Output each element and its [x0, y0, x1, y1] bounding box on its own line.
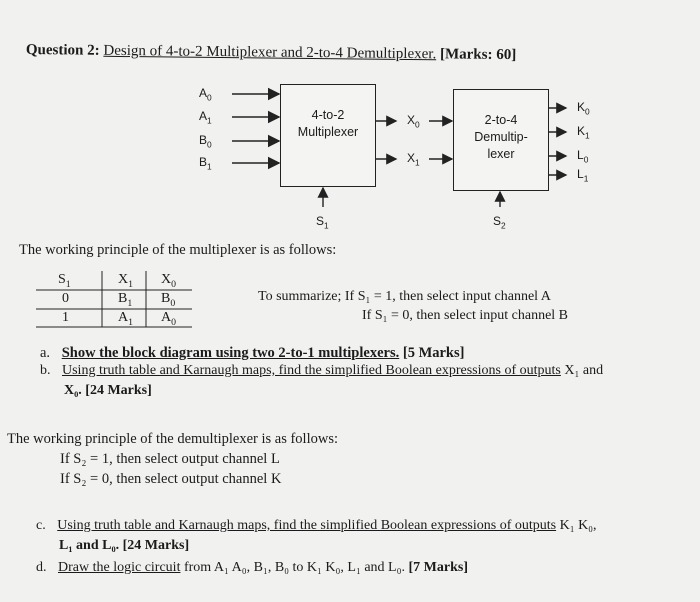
- task-c-text: Using truth table and Karnaugh maps, find the simplified Boolean expressions of outputs: [57, 518, 557, 533]
- task-d: [36, 560, 468, 576]
- mux-output-label-x0: $X_0$: [407, 113, 420, 130]
- task-b-tail: X₁ and: [560, 363, 604, 378]
- demux-output-label-l0: $L_0$: [577, 148, 589, 165]
- demux-label-line1: 2-to-4: [484, 113, 518, 127]
- mux-select-label: $S_1$: [316, 214, 329, 231]
- task-a-label: a.: [40, 345, 51, 361]
- task-b-text: Using truth table and Karnaugh maps, find the simplified Boolean expressions of outputs: [62, 363, 561, 378]
- table-cell-x1: $B_1$: [118, 291, 133, 309]
- question-number: Question 2:: [25, 42, 104, 59]
- table-cell-s: 0: [62, 291, 69, 306]
- question-topic: Design of 4-to-2 Multiplexer and 2-to-4 Demultiplexer.: [103, 42, 437, 63]
- demux-label-line2: Demultip-: [474, 130, 528, 144]
- table-header-x0: $X_0$: [161, 272, 177, 290]
- mux-input-label-b0: $B_0$: [199, 133, 212, 150]
- demux-rule-line2: If S₂ = 0, then select output channel K: [60, 471, 282, 487]
- table-cell-x0: $B_0$: [161, 291, 176, 309]
- mux-label-line1: 4-to-2: [311, 108, 345, 122]
- task-a-marks: [5 Marks]: [399, 345, 465, 361]
- task-a: [40, 345, 464, 362]
- task-c: [36, 518, 597, 534]
- mux-principle-text: The working principle of the multiplexer is as follows:: [19, 242, 337, 258]
- table-header-s1: $S_1$: [58, 272, 71, 290]
- demux-principle-text: The working principle of the demultiplexer is as follows:: [7, 431, 339, 447]
- summary-line1: To summarize; If S₁ = 1, then select input channel A: [258, 289, 551, 304]
- table-cell-x0: $A_0$: [161, 310, 177, 328]
- task-b-label: b.: [40, 363, 51, 378]
- table-cell-s: 1: [62, 310, 69, 325]
- task-d-text: Draw the logic circuit: [58, 560, 181, 575]
- question-marks: [Marks: 60]: [436, 46, 517, 64]
- task-c-line2: L₁ and L₀. [24 Marks]: [59, 538, 190, 553]
- summary-line2: If S₁ = 0, then select input channel B: [362, 308, 569, 323]
- demux-output-label-l1: $L_1$: [577, 167, 589, 184]
- mux-input-label-a0: $A_0$: [199, 86, 212, 103]
- demux-output-label-k1: $K_1$: [577, 124, 590, 141]
- multiplexer-box: [280, 84, 376, 187]
- task-a-text: Show the block diagram using two 2-to-1 multiplexers.: [61, 345, 400, 361]
- table-header-x1: $X_1$: [118, 272, 134, 290]
- demux-select-label: $S_2$: [493, 214, 506, 231]
- task-c-label: c.: [36, 518, 46, 533]
- mux-label-line2: Multiplexer: [297, 125, 359, 139]
- task-c-tail: K₁ K₀,: [556, 518, 597, 533]
- mux-output-label-x1: $X_1$: [407, 151, 420, 168]
- task-d-tail: from A₁ A₀, B₁, B₀ to K₁ K₀, L₁ and L₀.: [180, 560, 405, 575]
- task-d-marks: [7 Marks]: [405, 560, 468, 575]
- mux-input-label-a1: $A_1$: [199, 109, 212, 126]
- task-b: [40, 363, 603, 379]
- table-cell-x1: $A_1$: [118, 310, 134, 328]
- demux-rule-line1: If S₂ = 1, then select output channel L: [60, 451, 280, 467]
- demux-output-label-k0: $K_0$: [577, 100, 590, 117]
- task-b-line2: X₀. [24 Marks]: [64, 383, 152, 398]
- demultiplexer-box: [453, 89, 549, 191]
- demux-label-line3: lexer: [487, 147, 515, 161]
- task-d-label: d.: [36, 560, 47, 575]
- mux-input-label-b1: $B_1$: [199, 155, 212, 172]
